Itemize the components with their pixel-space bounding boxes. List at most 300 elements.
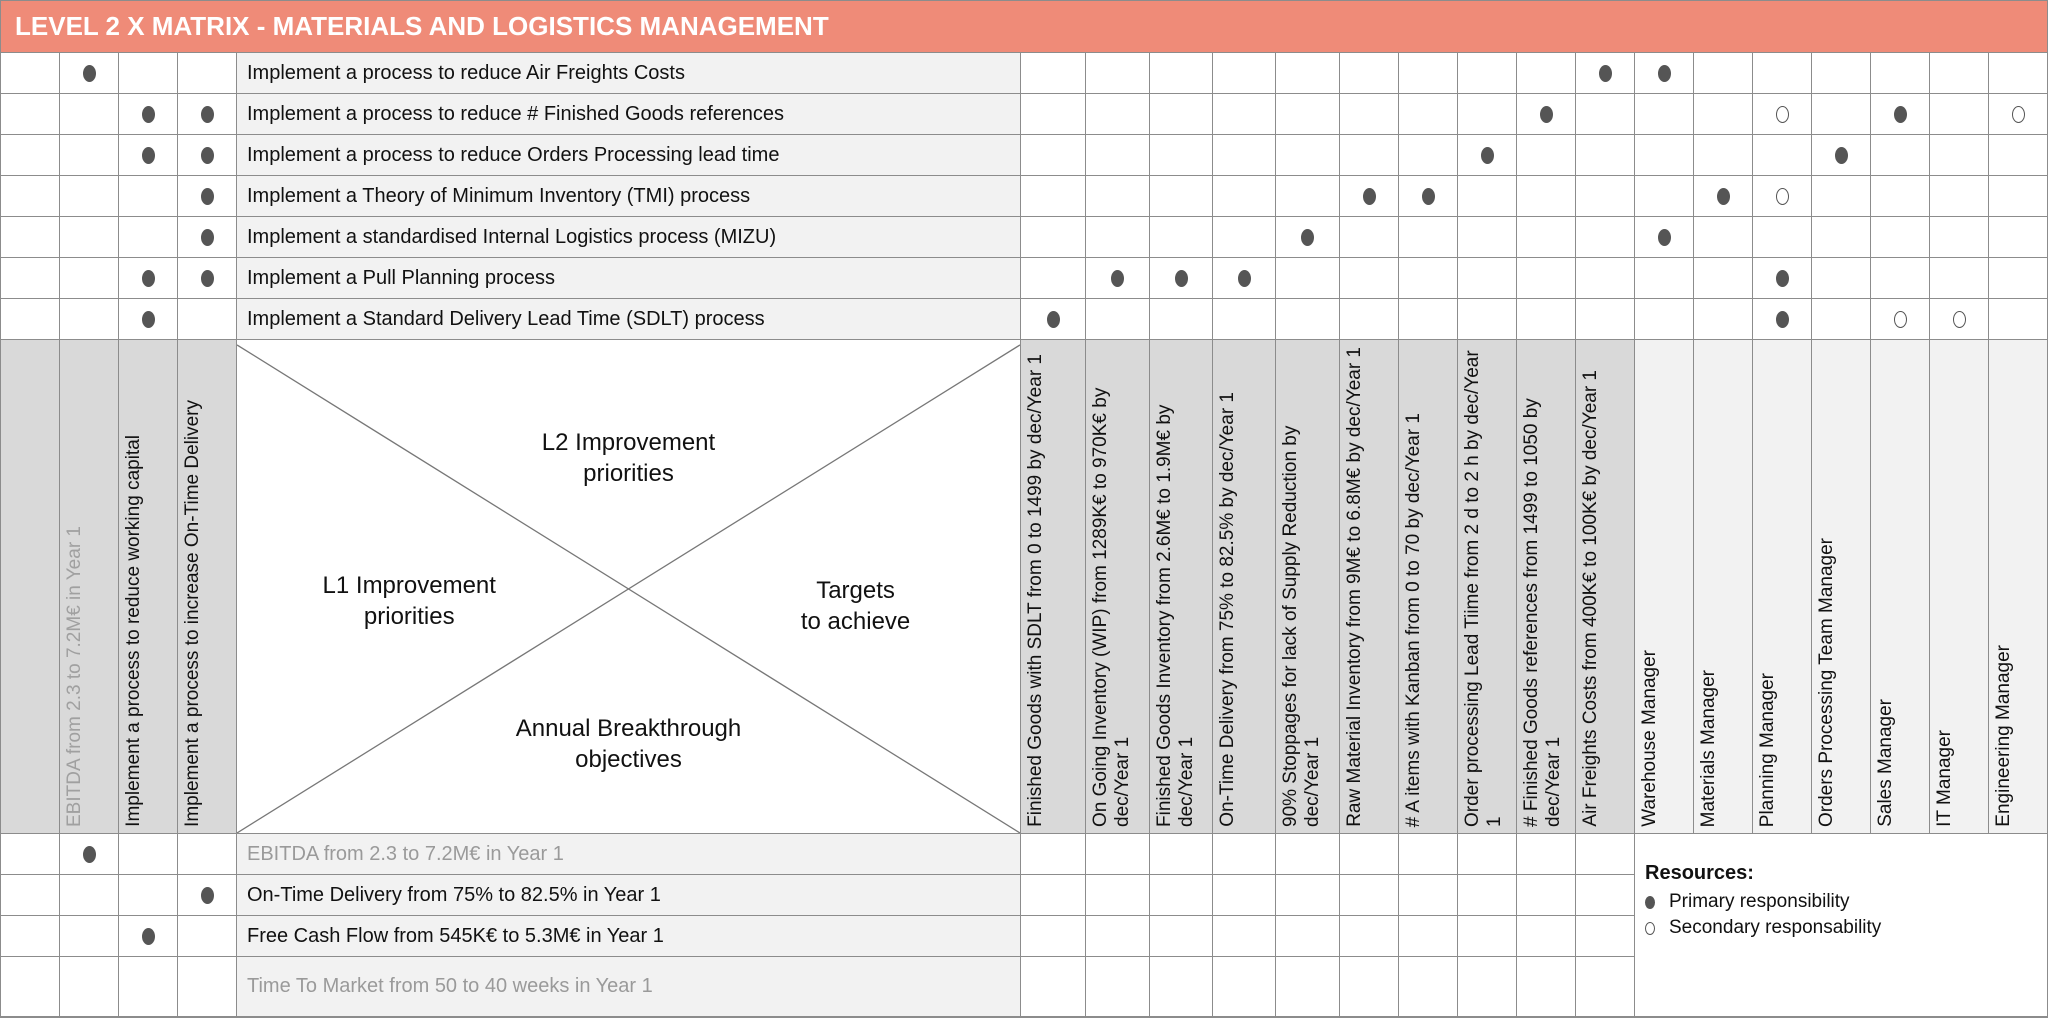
matrix-cell[interactable]: [1150, 834, 1212, 874]
primary-responsibility-dot-icon: [201, 229, 214, 246]
primary-responsibility-dot-icon: [83, 846, 96, 863]
primary-responsibility-dot-icon: [1645, 896, 1655, 909]
matrix-cell[interactable]: [1021, 875, 1085, 915]
matrix-cell[interactable]: [1753, 258, 1811, 298]
target-header: [1517, 340, 1575, 833]
target-label: Air Freights Costs from 400K€ to 100K€ by dec/Year 1: [1580, 370, 1601, 827]
matrix-cell[interactable]: [1399, 957, 1457, 1016]
matrix-cell[interactable]: [1276, 176, 1339, 216]
legend-label-secondary: Secondary responsability: [1669, 917, 1882, 938]
target-header: [1150, 340, 1212, 833]
primary-responsibility-dot-icon: [1047, 311, 1060, 328]
matrix-cell[interactable]: [1930, 53, 1988, 93]
matrix-cell[interactable]: [1517, 94, 1575, 134]
matrix-cell[interactable]: [1871, 217, 1929, 257]
matrix-cell[interactable]: [1458, 957, 1516, 1016]
breakthrough-objective-label: On-Time Delivery from 75% to 82.5% in Year 1: [237, 875, 1020, 915]
target-label: 90% Stoppages for lack of Supply Reduction by dec/Year 1: [1280, 425, 1323, 827]
target-header: [1276, 340, 1339, 833]
matrix-cell[interactable]: [1812, 135, 1870, 175]
matrix-cell[interactable]: [60, 176, 118, 216]
matrix-cell[interactable]: [1812, 176, 1870, 216]
matrix-cell[interactable]: [1021, 834, 1085, 874]
primary-responsibility-dot-icon: [201, 188, 214, 205]
matrix-cell[interactable]: [119, 258, 177, 298]
matrix-cell[interactable]: [1517, 957, 1575, 1016]
matrix-cell[interactable]: [119, 217, 177, 257]
matrix-cell[interactable]: [1021, 258, 1085, 298]
matrix-cell[interactable]: [1150, 53, 1212, 93]
matrix-cell[interactable]: [1635, 258, 1693, 298]
matrix-cell[interactable]: [1213, 94, 1275, 134]
matrix-cell[interactable]: [1576, 94, 1634, 134]
primary-responsibility-dot-icon: [1238, 270, 1251, 287]
matrix-cell[interactable]: [1989, 258, 2047, 298]
matrix-cell[interactable]: [1150, 258, 1212, 298]
matrix-cell[interactable]: [1213, 834, 1275, 874]
matrix-cell[interactable]: [1812, 94, 1870, 134]
matrix-cell[interactable]: [1276, 135, 1339, 175]
breakthrough-objective-label: Time To Market from 50 to 40 weeks in Year 1: [237, 957, 1020, 1016]
matrix-cell[interactable]: [178, 176, 236, 216]
matrix-cell[interactable]: [1086, 217, 1149, 257]
matrix-cell[interactable]: [1871, 135, 1929, 175]
matrix-cell[interactable]: [1399, 875, 1457, 915]
matrix-cell[interactable]: [1576, 135, 1634, 175]
matrix-cell[interactable]: [1812, 217, 1870, 257]
matrix-cell[interactable]: [1213, 53, 1275, 93]
legend-label-primary: Primary responsibility: [1669, 891, 1850, 912]
matrix-cell[interactable]: [1021, 299, 1085, 339]
matrix-cell[interactable]: [178, 53, 236, 93]
matrix-cell[interactable]: [1517, 217, 1575, 257]
matrix-cell[interactable]: [1458, 916, 1516, 956]
matrix-cell[interactable]: [1213, 176, 1275, 216]
matrix-cell[interactable]: [1276, 299, 1339, 339]
resource-header: [1989, 340, 2047, 833]
matrix-cell[interactable]: [1458, 834, 1516, 874]
target-label: On Going Inventory (WIP) from 1289K€ to 970K€ by dec/Year 1: [1090, 387, 1133, 827]
resource-label: Warehouse Manager: [1639, 650, 1660, 827]
matrix-cell[interactable]: [1276, 94, 1339, 134]
matrix-cell[interactable]: [1694, 94, 1752, 134]
matrix-cell[interactable]: [1086, 53, 1149, 93]
matrix-cell[interactable]: [1989, 94, 2047, 134]
matrix-cell[interactable]: [1930, 176, 1988, 216]
target-header: [1576, 340, 1634, 833]
matrix-cell[interactable]: [1753, 53, 1811, 93]
matrix-cell[interactable]: [1635, 217, 1693, 257]
matrix-cell[interactable]: [60, 217, 118, 257]
matrix-cell[interactable]: [1213, 258, 1275, 298]
l1-priority-label: Implement a process to increase On-Time Delivery: [182, 400, 203, 827]
resource-header: [1694, 340, 1752, 833]
matrix-cell[interactable]: [1021, 94, 1085, 134]
matrix-cell[interactable]: [178, 217, 236, 257]
matrix-cell[interactable]: [60, 957, 118, 1016]
matrix-cell[interactable]: [1399, 258, 1457, 298]
matrix-cell[interactable]: [1576, 53, 1634, 93]
matrix-cell[interactable]: [1694, 176, 1752, 216]
resource-label: IT Manager: [1934, 730, 1955, 827]
matrix-cell[interactable]: [1930, 217, 1988, 257]
matrix-cell[interactable]: [1150, 299, 1212, 339]
matrix-cell[interactable]: [1517, 875, 1575, 915]
matrix-cell[interactable]: [119, 94, 177, 134]
matrix-cell[interactable]: [1930, 135, 1988, 175]
target-header: [1458, 340, 1516, 833]
primary-responsibility-dot-icon: [1658, 229, 1671, 246]
matrix-cell[interactable]: [1086, 258, 1149, 298]
improvement-priority-label: Implement a Standard Delivery Lead Time (SDLT) process: [237, 299, 1020, 339]
matrix-cell[interactable]: [1399, 53, 1457, 93]
matrix-cell[interactable]: [1086, 875, 1149, 915]
target-header: [1213, 340, 1275, 833]
matrix-cell[interactable]: [1576, 834, 1634, 874]
matrix-cell[interactable]: [1399, 299, 1457, 339]
matrix-cell[interactable]: [1150, 135, 1212, 175]
target-label: Order processing Lead Tiime from 2 d to 2 h by dec/Year 1: [1462, 350, 1505, 827]
primary-responsibility-dot-icon: [1111, 270, 1124, 287]
matrix-cell[interactable]: [1576, 217, 1634, 257]
primary-responsibility-dot-icon: [142, 311, 155, 328]
matrix-cell[interactable]: [1399, 217, 1457, 257]
matrix-cell[interactable]: [1753, 94, 1811, 134]
matrix-cell[interactable]: [1694, 53, 1752, 93]
secondary-responsibility-circle-icon: [2012, 106, 2025, 123]
matrix-cell[interactable]: [1635, 135, 1693, 175]
resource-label: Orders Processing Team Manager: [1816, 538, 1837, 827]
resource-label: Materials Manager: [1698, 669, 1719, 827]
l1-priority-header: [119, 340, 177, 833]
matrix-cell[interactable]: [1086, 176, 1149, 216]
matrix-cell[interactable]: [1399, 176, 1457, 216]
matrix-cell[interactable]: [1021, 53, 1085, 93]
secondary-responsibility-circle-icon: [1894, 311, 1907, 328]
matrix-cell[interactable]: [1576, 299, 1634, 339]
matrix-cell[interactable]: [1, 875, 59, 915]
target-label: # Finished Goods references from 1499 to 1050 by dec/Year 1: [1521, 398, 1564, 827]
matrix-cell[interactable]: [1, 299, 59, 339]
breakthrough-objective-label: Free Cash Flow from 545K€ to 5.3M€ in Year 1: [237, 916, 1020, 956]
matrix-cell[interactable]: [1, 135, 59, 175]
matrix-cell[interactable]: [1517, 916, 1575, 956]
primary-responsibility-dot-icon: [142, 270, 155, 287]
improvement-priority-label: Implement a process to reduce # Finished Goods references: [237, 94, 1020, 134]
matrix-cell[interactable]: [1, 176, 59, 216]
matrix-cell[interactable]: [1694, 299, 1752, 339]
matrix-cell[interactable]: [119, 916, 177, 956]
matrix-cell[interactable]: [1458, 135, 1516, 175]
secondary-responsibility-circle-icon: [1953, 311, 1966, 328]
matrix-cell[interactable]: [1989, 135, 2047, 175]
resource-header: [1871, 340, 1929, 833]
matrix-cell[interactable]: [1021, 176, 1085, 216]
matrix-cell[interactable]: [1576, 258, 1634, 298]
matrix-cell[interactable]: [1, 916, 59, 956]
matrix-cell[interactable]: [1989, 299, 2047, 339]
target-label: # A items with Kanban from 0 to 70 by dec/Year 1: [1403, 412, 1424, 827]
matrix-cell[interactable]: [60, 94, 118, 134]
matrix-cell[interactable]: [1150, 217, 1212, 257]
matrix-cell[interactable]: [1871, 299, 1929, 339]
matrix-cell[interactable]: [1694, 258, 1752, 298]
target-label: Finished Goods with SDLT from 0 to 1499 by dec/Year 1: [1025, 354, 1046, 827]
primary-responsibility-dot-icon: [1301, 229, 1314, 246]
matrix-cell[interactable]: [1930, 299, 1988, 339]
legend-title: Resources:: [1645, 862, 1754, 884]
matrix-cell[interactable]: [1276, 53, 1339, 93]
improvement-priority-label: Implement a process to reduce Air Freights Costs: [237, 53, 1020, 93]
diagram-label-right: Targets to achieve: [800, 577, 911, 636]
resource-header: [1812, 340, 1870, 833]
matrix-cell[interactable]: [1458, 53, 1516, 93]
legend-item-primary: [1645, 889, 2047, 915]
matrix-cell[interactable]: [1021, 916, 1085, 956]
matrix-cell[interactable]: [1340, 834, 1398, 874]
matrix-cell[interactable]: [1989, 176, 2047, 216]
matrix-cell[interactable]: [1340, 217, 1398, 257]
matrix-cell[interactable]: [1340, 258, 1398, 298]
matrix-cell[interactable]: [1930, 94, 1988, 134]
matrix-cell[interactable]: [1340, 176, 1398, 216]
matrix-cell[interactable]: [1, 94, 59, 134]
matrix-cell[interactable]: [60, 875, 118, 915]
l1-priority-header: [1, 340, 59, 833]
primary-responsibility-dot-icon: [142, 106, 155, 123]
primary-responsibility-dot-icon: [1894, 106, 1907, 123]
matrix-cell[interactable]: [1458, 176, 1516, 216]
secondary-responsibility-circle-icon: [1645, 922, 1655, 935]
l1-priority-label: Implement a process to reduce working capital: [123, 435, 144, 827]
matrix-cell[interactable]: [178, 94, 236, 134]
matrix-cell[interactable]: [60, 135, 118, 175]
primary-responsibility-dot-icon: [1717, 188, 1730, 205]
l1-priority-header: [178, 340, 236, 833]
matrix-cell[interactable]: [1276, 258, 1339, 298]
matrix-cell[interactable]: [1, 217, 59, 257]
target-label: Finished Goods Inventory from 2.6M€ to 1.9M€ by dec/Year 1: [1154, 404, 1197, 827]
matrix-cell[interactable]: [1213, 217, 1275, 257]
matrix-cell[interactable]: [1021, 217, 1085, 257]
matrix-cell[interactable]: [1989, 217, 2047, 257]
secondary-responsibility-circle-icon: [1776, 188, 1789, 205]
matrix-cell[interactable]: [1576, 916, 1634, 956]
matrix-cell[interactable]: [1399, 834, 1457, 874]
matrix-cell[interactable]: [1517, 299, 1575, 339]
matrix-cell[interactable]: [1812, 258, 1870, 298]
matrix-cell[interactable]: [1458, 217, 1516, 257]
matrix-cell[interactable]: [1399, 94, 1457, 134]
matrix-cell[interactable]: [1871, 176, 1929, 216]
matrix-cell[interactable]: [1753, 176, 1811, 216]
matrix-cell[interactable]: [60, 53, 118, 93]
matrix-cell[interactable]: [1517, 834, 1575, 874]
matrix-cell[interactable]: [119, 176, 177, 216]
primary-responsibility-dot-icon: [201, 147, 214, 164]
primary-responsibility-dot-icon: [1599, 65, 1612, 82]
matrix-cell[interactable]: [1576, 176, 1634, 216]
matrix-cell[interactable]: [60, 916, 118, 956]
matrix-cell[interactable]: [1694, 135, 1752, 175]
matrix-cell[interactable]: [1458, 299, 1516, 339]
matrix-cell[interactable]: [1150, 875, 1212, 915]
resource-label: Engineering Manager: [1993, 645, 2014, 827]
matrix-cell[interactable]: [119, 957, 177, 1016]
matrix-cell[interactable]: [1517, 258, 1575, 298]
matrix-cell[interactable]: [178, 834, 236, 874]
primary-responsibility-dot-icon: [1776, 311, 1789, 328]
matrix-cell[interactable]: [1213, 875, 1275, 915]
target-label: On-Time Delivery from 75% to 82.5% by dec/Year 1: [1217, 392, 1238, 827]
secondary-responsibility-circle-icon: [1776, 106, 1789, 123]
target-label: Raw Material Inventory from 9M€ to 6.8M€ by dec/Year 1: [1344, 347, 1365, 827]
matrix-cell[interactable]: [119, 299, 177, 339]
matrix-cell[interactable]: [1021, 135, 1085, 175]
matrix-cell[interactable]: [1340, 916, 1398, 956]
primary-responsibility-dot-icon: [1776, 270, 1789, 287]
matrix-cell[interactable]: [1399, 916, 1457, 956]
target-header: [1021, 340, 1085, 833]
matrix-cell[interactable]: [1694, 217, 1752, 257]
matrix-cell[interactable]: [1871, 53, 1929, 93]
diagram-label-top: L2 Improvement priorities: [541, 429, 716, 488]
matrix-cell[interactable]: [1086, 135, 1149, 175]
matrix-cell[interactable]: [178, 875, 236, 915]
matrix-cell[interactable]: [1635, 299, 1693, 339]
matrix-cell[interactable]: [1458, 875, 1516, 915]
matrix-cell[interactable]: [1213, 135, 1275, 175]
matrix-cell[interactable]: [1213, 916, 1275, 956]
breakthrough-objective-label: EBITDA from 2.3 to 7.2M€ in Year 1: [237, 834, 1020, 874]
resource-header: [1930, 340, 1988, 833]
primary-responsibility-dot-icon: [201, 887, 214, 904]
improvement-priority-label: Implement a standardised Internal Logistics process (MIZU): [237, 217, 1020, 257]
matrix-cell[interactable]: [60, 834, 118, 874]
primary-responsibility-dot-icon: [142, 928, 155, 945]
matrix-cell[interactable]: [119, 834, 177, 874]
matrix-cell[interactable]: [60, 299, 118, 339]
matrix-cell[interactable]: [1, 834, 59, 874]
matrix-cell[interactable]: [178, 299, 236, 339]
diagram-label-bottom: Annual Breakthrough objectives: [515, 715, 742, 774]
primary-responsibility-dot-icon: [142, 147, 155, 164]
matrix-cell[interactable]: [1517, 53, 1575, 93]
primary-responsibility-dot-icon: [1175, 270, 1188, 287]
legend-item-secondary: [1645, 915, 2047, 941]
matrix-cell[interactable]: [1086, 916, 1149, 956]
matrix-cell[interactable]: [1635, 53, 1693, 93]
matrix-cell[interactable]: [178, 258, 236, 298]
matrix-cell[interactable]: [178, 957, 236, 1016]
matrix-cell[interactable]: [1930, 258, 1988, 298]
matrix-cell[interactable]: [1, 258, 59, 298]
matrix-cell[interactable]: [1458, 94, 1516, 134]
matrix-cell[interactable]: [1753, 217, 1811, 257]
matrix-cell[interactable]: [1635, 176, 1693, 216]
matrix-cell[interactable]: [1213, 957, 1275, 1016]
matrix-cell[interactable]: [60, 258, 118, 298]
matrix-cell[interactable]: [1458, 258, 1516, 298]
primary-responsibility-dot-icon: [1835, 147, 1848, 164]
matrix-cell[interactable]: [1753, 299, 1811, 339]
x-diagram: [237, 340, 1020, 833]
matrix-cell[interactable]: [1, 957, 59, 1016]
matrix-cell[interactable]: [1150, 916, 1212, 956]
matrix-cell[interactable]: [1086, 299, 1149, 339]
matrix-cell[interactable]: [1871, 94, 1929, 134]
matrix-cell[interactable]: [1213, 299, 1275, 339]
matrix-cell[interactable]: [1276, 957, 1339, 1016]
matrix-cell[interactable]: [1086, 957, 1149, 1016]
resource-label: Sales Manager: [1875, 699, 1896, 827]
matrix-cell[interactable]: [1276, 875, 1339, 915]
matrix-cell[interactable]: [1517, 176, 1575, 216]
l1-priority-label: EBITDA from 2.3 to 7.2M€ in Year 1: [64, 526, 85, 827]
matrix-cell[interactable]: [1150, 957, 1212, 1016]
matrix-cell[interactable]: [1340, 875, 1398, 915]
improvement-priority-label: Implement a process to reduce Orders Processing lead time: [237, 135, 1020, 175]
matrix-cell[interactable]: [1812, 53, 1870, 93]
matrix-cell[interactable]: [178, 916, 236, 956]
primary-responsibility-dot-icon: [83, 65, 96, 82]
primary-responsibility-dot-icon: [1540, 106, 1553, 123]
matrix-cell[interactable]: [1517, 135, 1575, 175]
matrix-cell[interactable]: [1086, 834, 1149, 874]
matrix-cell[interactable]: [1753, 135, 1811, 175]
matrix-cell[interactable]: [1021, 957, 1085, 1016]
matrix-cell[interactable]: [1276, 217, 1339, 257]
matrix-cell[interactable]: [1871, 258, 1929, 298]
matrix-cell[interactable]: [119, 53, 177, 93]
matrix-cell[interactable]: [1340, 957, 1398, 1016]
primary-responsibility-dot-icon: [1363, 188, 1376, 205]
matrix-cell[interactable]: [1989, 53, 2047, 93]
improvement-priority-label: Implement a Theory of Minimum Inventory (TMI) process: [237, 176, 1020, 216]
matrix-cell[interactable]: [1399, 135, 1457, 175]
resources-legend: [1635, 834, 2047, 1016]
primary-responsibility-dot-icon: [201, 270, 214, 287]
matrix-cell[interactable]: [1340, 135, 1398, 175]
matrix-cell[interactable]: [119, 875, 177, 915]
matrix-cell[interactable]: [119, 135, 177, 175]
matrix-cell[interactable]: [1276, 834, 1339, 874]
matrix-cell[interactable]: [1276, 916, 1339, 956]
matrix-cell[interactable]: [1, 53, 59, 93]
resource-header: [1753, 340, 1811, 833]
matrix-cell[interactable]: [1340, 299, 1398, 339]
resource-label: Planning Manager: [1757, 672, 1778, 827]
target-header: [1399, 340, 1457, 833]
matrix-cell[interactable]: [1635, 94, 1693, 134]
improvement-priority-label: Implement a Pull Planning process: [237, 258, 1020, 298]
matrix-cell[interactable]: [1340, 53, 1398, 93]
primary-responsibility-dot-icon: [1658, 65, 1671, 82]
matrix-cell[interactable]: [1340, 94, 1398, 134]
primary-responsibility-dot-icon: [1481, 147, 1494, 164]
matrix-cell[interactable]: [1812, 299, 1870, 339]
matrix-cell[interactable]: [1150, 176, 1212, 216]
resource-header: [1635, 340, 1693, 833]
matrix-cell[interactable]: [1576, 957, 1634, 1016]
matrix-cell[interactable]: [178, 135, 236, 175]
primary-responsibility-dot-icon: [1422, 188, 1435, 205]
l1-priority-header: [60, 340, 118, 833]
target-header: [1340, 340, 1398, 833]
matrix-cell[interactable]: [1150, 94, 1212, 134]
matrix-cell[interactable]: [1086, 94, 1149, 134]
matrix-cell[interactable]: [1576, 875, 1634, 915]
